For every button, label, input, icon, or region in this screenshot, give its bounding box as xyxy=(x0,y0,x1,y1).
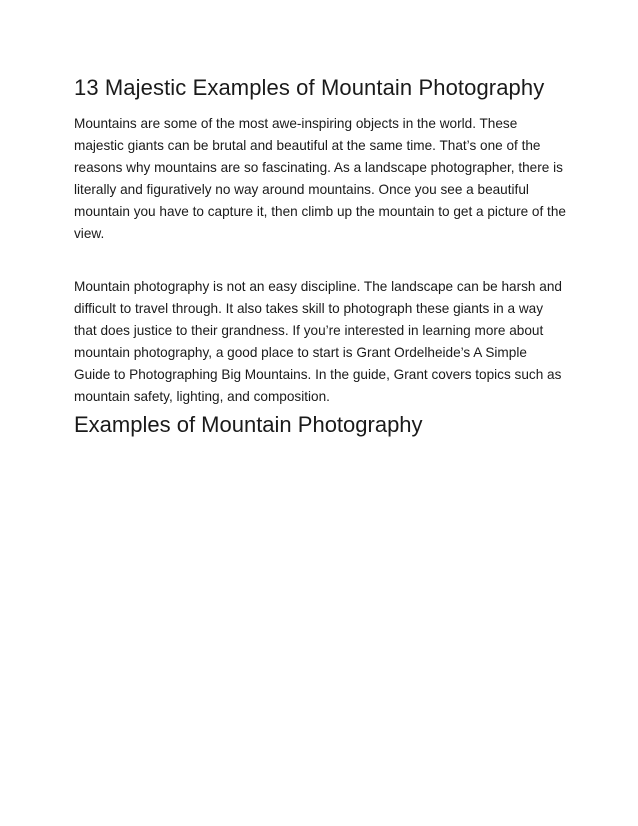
document-title: 13 Majestic Examples of Mountain Photography xyxy=(74,75,545,100)
section-heading: Examples of Mountain Photography xyxy=(74,412,423,437)
intro-paragraph: Mountains are some of the most awe-inspiring objects in the world. These majestic giants can be brutal and beautiful at the same time. That’s one of the reasons why mountains are so fascinating. As a landscape photographer, there is literally and figuratively no way around mountains. Once you see a beautiful mountain you have to capture it, then climb up the mountain to get a picture of the view. xyxy=(74,116,566,241)
second-paragraph: Mountain photography is not an easy discipline. The landscape can be harsh and difficult to travel through. It also takes skill to photograph these giants in a way that does justice to their grandness. If you’re interested in learning more about mountain photography, a good place to start is Grant Ordelheide’s A Simple Guide to Photographing Big Mountains. In the guide, Grant covers topics such as mountain safety, lighting, and composition. xyxy=(74,279,562,404)
